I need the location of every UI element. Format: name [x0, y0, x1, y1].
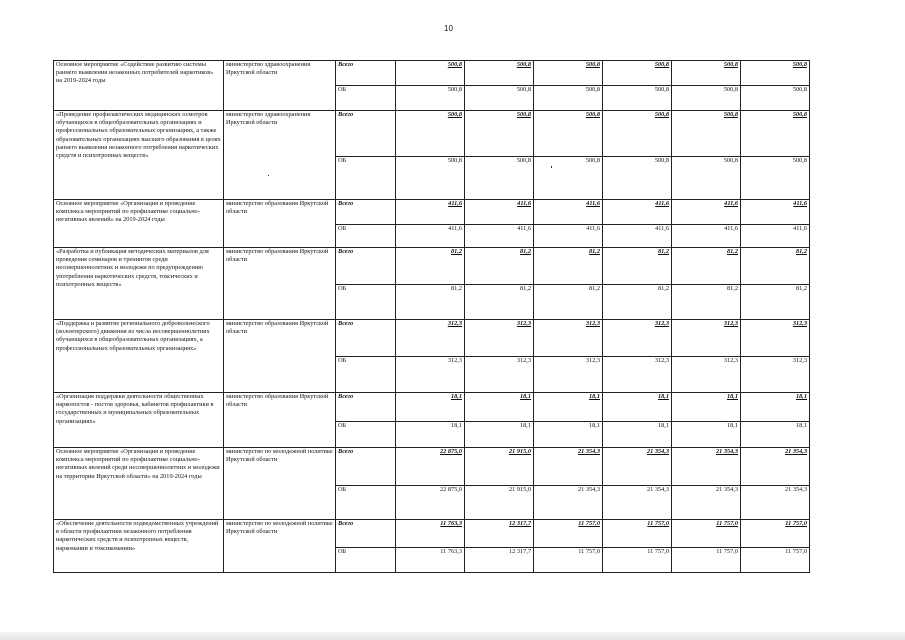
total-value-cell: 11 757,0 [741, 520, 810, 548]
total-value-cell: 500,8 [603, 111, 672, 157]
total-value-cell: 500,8 [396, 61, 465, 86]
regional-budget-value-cell: 312,3 [672, 357, 741, 393]
total-value-cell: 11 757,0 [534, 520, 603, 548]
program-name: Основное мероприятие «Организация и проведение комплекса мероприятий по профилактике социально-негативных явлений среди несовершеннолетних и молодежи на территории Иркутской области» на 2019-2024 годы [54, 448, 224, 520]
regional-budget-value-cell: 312,3 [534, 357, 603, 393]
funding-source-regional: ОБ [336, 225, 396, 248]
total-value-cell: 500,8 [672, 61, 741, 86]
regional-budget-value-cell: 18,1 [396, 422, 465, 448]
responsible-organization: министерство образования Иркутской области [224, 248, 336, 320]
regional-budget-value-cell: 18,1 [741, 422, 810, 448]
program-name: «Организация поддержки деятельности общественных наркопостов - постов здоровья, кабинетов профилактики в государственных и муниципальных образовательных организациях» [54, 393, 224, 448]
regional-budget-value-cell: 11 757,0 [534, 548, 603, 573]
program-row [54, 520, 810, 548]
total-value-cell: 18,1 [465, 393, 534, 422]
regional-budget-value-cell: 312,3 [741, 357, 810, 393]
funding-source-regional: ОБ [336, 486, 396, 520]
funding-source-total: Всего [336, 520, 396, 548]
funding-source-regional: ОБ [336, 422, 396, 448]
regional-budget-value-cell: 411,6 [396, 225, 465, 248]
funding-source-regional: ОБ [336, 86, 396, 111]
total-value-cell: 312,3 [672, 320, 741, 357]
total-value-cell: 312,3 [534, 320, 603, 357]
total-value-cell: 500,8 [396, 111, 465, 157]
regional-budget-value-cell: 500,8 [672, 157, 741, 200]
program-row [54, 393, 810, 422]
regional-budget-value-cell: 411,6 [465, 225, 534, 248]
funding-source-regional: ОБ [336, 357, 396, 393]
regional-budget-value-cell: 500,8 [534, 86, 603, 111]
program-name: «Разработка и публикация методических материалов для проведения семинаров и тренингов среди несовершеннолетних и молодежи по предупреждению употребления наркотических средств, токсических и психотропных веществ» [54, 248, 224, 320]
responsible-organization: министерство по молодежной политике Иркутской области [224, 448, 336, 520]
total-value-cell: 312,3 [603, 320, 672, 357]
funding-source-total: Всего [336, 61, 396, 86]
total-value-cell: 500,8 [741, 111, 810, 157]
responsible-organization: министерство по молодежной политике Иркутской области [224, 520, 336, 573]
regional-budget-value-cell: 500,8 [465, 86, 534, 111]
regional-budget-value-cell: 21 354,3 [603, 486, 672, 520]
responsible-organization: министерство образования Иркутской области [224, 393, 336, 448]
regional-budget-value-cell: 500,8 [603, 157, 672, 200]
program-row [54, 248, 810, 285]
total-value-cell: 21 915,0 [465, 448, 534, 486]
regional-budget-value-cell: 81,2 [672, 285, 741, 320]
total-value-cell: 11 757,0 [603, 520, 672, 548]
regional-budget-value-cell: 312,3 [603, 357, 672, 393]
funding-source-total: Всего [336, 393, 396, 422]
regional-budget-value-cell: 81,2 [534, 285, 603, 320]
total-value-cell: 411,6 [465, 200, 534, 225]
total-value-cell: 411,6 [603, 200, 672, 225]
scan-speck [268, 175, 269, 176]
program-name: Основное мероприятие «Организация и проведение комплекса мероприятий по профилактике социально-негативных явлений» на 2019-2024 годы [54, 200, 224, 248]
program-name: «Проведение профилактических медицинских осмотров обучающихся в общеобразовательных организациях и профессиональных образовательных организациях, а также образовательных организациях высшего образования в целях раннего выявления незаконного потребления наркотических средств и психотропных веществ» [54, 111, 224, 200]
regional-budget-value-cell: 500,8 [396, 157, 465, 200]
regional-budget-value-cell: 411,6 [672, 225, 741, 248]
total-value-cell: 18,1 [741, 393, 810, 422]
total-value-cell: 500,8 [672, 111, 741, 157]
program-row [54, 320, 810, 357]
budget-table [53, 60, 810, 573]
funding-source-total: Всего [336, 248, 396, 285]
total-value-cell: 81,2 [465, 248, 534, 285]
regional-budget-value-cell: 18,1 [534, 422, 603, 448]
total-value-cell: 21 354,3 [672, 448, 741, 486]
regional-budget-value-cell: 500,8 [672, 86, 741, 111]
regional-budget-value-cell: 21 354,3 [534, 486, 603, 520]
total-value-cell: 81,2 [672, 248, 741, 285]
total-value-cell: 411,6 [741, 200, 810, 225]
regional-budget-value-cell: 312,3 [396, 357, 465, 393]
regional-budget-value-cell: 21 915,0 [465, 486, 534, 520]
regional-budget-value-cell: 18,1 [465, 422, 534, 448]
total-value-cell: 11 763,3 [396, 520, 465, 548]
total-value-cell: 21 354,3 [741, 448, 810, 486]
total-value-cell: 81,2 [396, 248, 465, 285]
responsible-organization: министерство образования Иркутской области [224, 200, 336, 248]
total-value-cell: 411,6 [396, 200, 465, 225]
total-value-cell: 500,8 [465, 61, 534, 86]
funding-source-total: Всего [336, 200, 396, 225]
total-value-cell: 500,8 [465, 111, 534, 157]
regional-budget-value-cell: 500,8 [534, 157, 603, 200]
regional-budget-value-cell: 411,6 [534, 225, 603, 248]
program-row [54, 61, 810, 86]
responsible-organization: министерство здравоохранения Иркутской области [224, 61, 336, 111]
regional-budget-value-cell: 500,8 [741, 86, 810, 111]
regional-budget-value-cell: 312,3 [465, 357, 534, 393]
program-name: Основное мероприятие «Содействие развитию системы раннего выявления незаконных потребителей наркотиков» на 2019-2024 годы [54, 61, 224, 111]
funding-source-regional: ОБ [336, 285, 396, 320]
total-value-cell: 11 757,0 [672, 520, 741, 548]
funding-source-regional: ОБ [336, 157, 396, 200]
funding-source-regional: ОБ [336, 548, 396, 573]
regional-budget-value-cell: 18,1 [672, 422, 741, 448]
regional-budget-value-cell: 500,8 [465, 157, 534, 200]
program-name: «Поддержка и развитие регионального добровольческого (волонтерского) движения из числа несовершеннолетних обучающихся в общеобразовательных организациях, а профессиональных образовательных организациях» [54, 320, 224, 393]
regional-budget-value-cell: 22 875,0 [396, 486, 465, 520]
total-value-cell: 18,1 [396, 393, 465, 422]
total-value-cell: 312,3 [741, 320, 810, 357]
total-value-cell: 18,1 [603, 393, 672, 422]
page-number: 10 [444, 24, 453, 33]
total-value-cell: 312,3 [396, 320, 465, 357]
funding-source-total: Всего [336, 111, 396, 157]
regional-budget-value-cell: 500,8 [741, 157, 810, 200]
total-value-cell: 18,1 [534, 393, 603, 422]
regional-budget-value-cell: 12 317,7 [465, 548, 534, 573]
total-value-cell: 312,3 [465, 320, 534, 357]
regional-budget-value-cell: 11 757,0 [741, 548, 810, 573]
budget-table-body [54, 61, 810, 573]
program-row [54, 111, 810, 157]
scan-speck [551, 166, 552, 168]
total-value-cell: 81,2 [534, 248, 603, 285]
responsible-organization: министерство здравоохранения Иркутской области [224, 111, 336, 200]
regional-budget-value-cell: 81,2 [741, 285, 810, 320]
total-value-cell: 500,8 [534, 61, 603, 86]
regional-budget-value-cell: 21 354,3 [672, 486, 741, 520]
regional-budget-value-cell: 21 354,3 [741, 486, 810, 520]
regional-budget-value-cell: 81,2 [465, 285, 534, 320]
total-value-cell: 500,8 [534, 111, 603, 157]
regional-budget-value-cell: 18,1 [603, 422, 672, 448]
total-value-cell: 22 875,0 [396, 448, 465, 486]
total-value-cell: 18,1 [672, 393, 741, 422]
regional-budget-value-cell: 411,6 [603, 225, 672, 248]
regional-budget-value-cell: 11 757,0 [603, 548, 672, 573]
regional-budget-value-cell: 500,8 [603, 86, 672, 111]
total-value-cell: 21 354,3 [534, 448, 603, 486]
program-row [54, 200, 810, 225]
program-name: «Обеспечение деятельности подведомственных учреждений в области профилактики незаконного потребления наркотических средств и психотропных веществ, наркомании и токсикомании» [54, 520, 224, 573]
regional-budget-value-cell: 411,6 [741, 225, 810, 248]
total-value-cell: 12 317,7 [465, 520, 534, 548]
regional-budget-value-cell: 11 757,0 [672, 548, 741, 573]
program-row [54, 448, 810, 486]
regional-budget-value-cell: 500,8 [396, 86, 465, 111]
funding-source-total: Всего [336, 448, 396, 486]
responsible-organization: министерство образования Иркутской области [224, 320, 336, 393]
scan-bottom-edge [0, 632, 905, 640]
total-value-cell: 81,2 [603, 248, 672, 285]
total-value-cell: 411,6 [672, 200, 741, 225]
regional-budget-value-cell: 81,2 [603, 285, 672, 320]
total-value-cell: 500,8 [741, 61, 810, 86]
total-value-cell: 411,6 [534, 200, 603, 225]
funding-source-total: Всего [336, 320, 396, 357]
regional-budget-value-cell: 11 763,3 [396, 548, 465, 573]
total-value-cell: 21 354,3 [603, 448, 672, 486]
total-value-cell: 500,8 [603, 61, 672, 86]
total-value-cell: 81,2 [741, 248, 810, 285]
regional-budget-value-cell: 81,2 [396, 285, 465, 320]
